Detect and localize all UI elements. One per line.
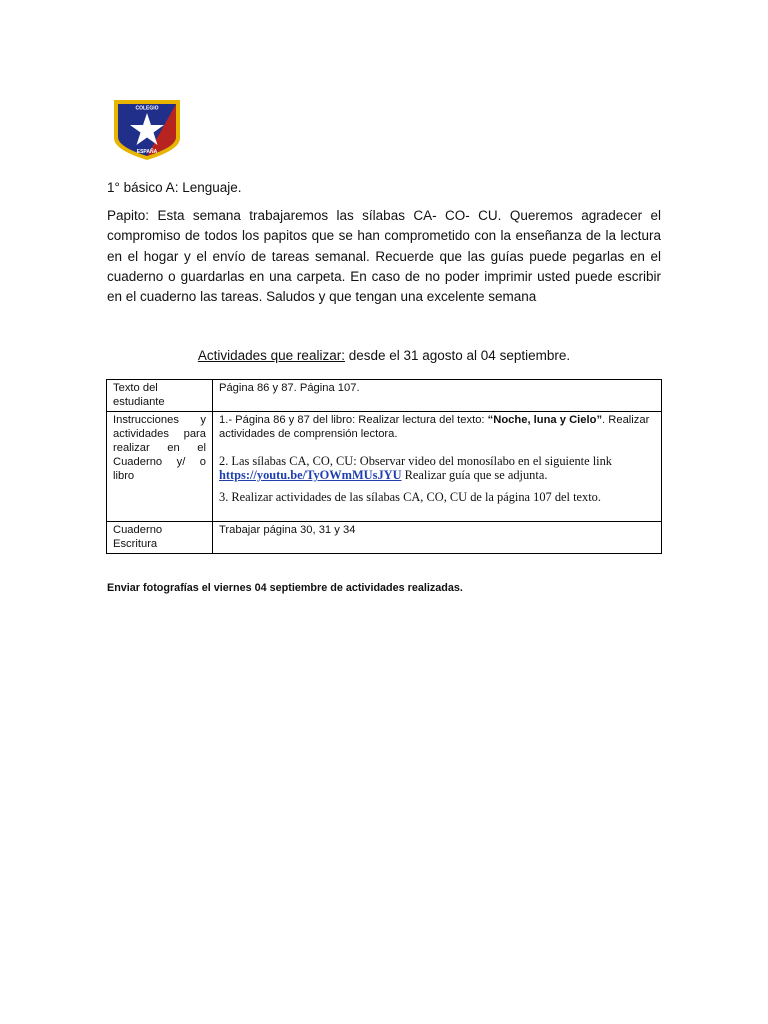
- table-row: [107, 380, 662, 412]
- logo-bottom-text: ESPAÑA: [136, 149, 158, 155]
- row-content-text: Página 86 y 87. Página 107.: [213, 380, 662, 412]
- instruction-1-suffix: . Realizar actividades de comprensión lectora.: [219, 414, 650, 440]
- activities-table: [106, 379, 662, 554]
- instruction-1-text: 1.- Página 86 y 87 del libro: Realizar lectura del texto:: [219, 414, 488, 426]
- school-logo: [112, 98, 182, 162]
- row-content-instructions: [213, 412, 662, 522]
- table-row: [107, 522, 662, 554]
- table-row: [107, 412, 662, 522]
- instruction-item-2: [219, 454, 655, 482]
- footer-note: Enviar fotografías el viernes 04 septiembre de actividades realizadas.: [107, 582, 463, 594]
- school-crest-icon: [112, 98, 182, 162]
- page-heading: 1° básico A: Lenguaje.: [107, 180, 242, 195]
- row-label-text: Texto del estudiante: [107, 380, 213, 412]
- instruction-2-suffix: Realizar guía que se adjunta.: [401, 468, 548, 482]
- row-content-writing: Trabajar página 30, 31 y 34: [213, 522, 662, 554]
- instruction-1-title: “Noche, luna y Cielo”: [487, 414, 603, 426]
- instruction-2-text: 2. Las sílabas CA, CO, CU: Observar video del monosílabo en el siguiente link: [219, 454, 612, 468]
- instruction-item-3: 3. Realizar actividades de las sílabas CA, CO, CU de la página 107 del texto.: [219, 490, 601, 504]
- video-link[interactable]: https://youtu.be/TyOWmMUsJYU: [219, 468, 402, 482]
- row-label-writing: Cuaderno Escritura: [107, 522, 213, 554]
- logo-top-text: COLEGIO: [135, 105, 159, 112]
- intro-paragraph: Papito: Esta semana trabajaremos las sílabas CA- CO- CU. Queremos agradecer el compromiso de todos los papitos que se han comprometido con la enseñanza de la lectura en el hogar y el envío de tareas semanal. Recuerde que las guías puede pegarlas en el cuaderno o guardarlas en una carpeta. En caso de no poder imprimir usted puede escribir en el cuaderno las tareas. Saludos y que tengan una excelente semana: [107, 208, 661, 305]
- activities-dates: desde el 31 agosto al 04 septiembre.: [344, 348, 571, 363]
- instruction-item-1: [219, 413, 655, 441]
- row-label-instructions: Instrucciones y actividades para realizar en el Cuaderno y/ o libro: [107, 412, 213, 522]
- activities-line: [107, 348, 661, 363]
- activities-label: Actividades que realizar:: [197, 348, 345, 363]
